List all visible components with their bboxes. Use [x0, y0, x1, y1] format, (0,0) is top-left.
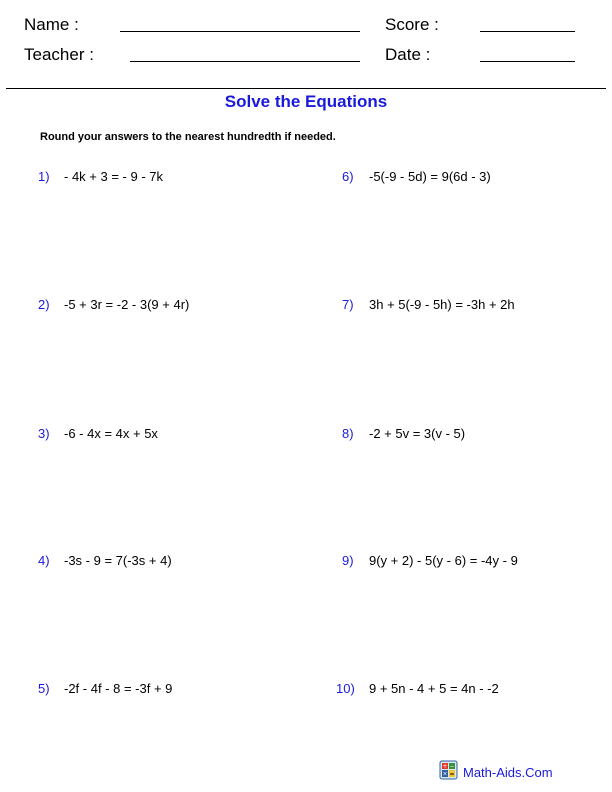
problem-2 — [38, 297, 189, 312]
date-field[interactable] — [385, 45, 430, 65]
problem-equation: 3h + 5(-9 - 5h) = -3h + 2h — [369, 297, 515, 312]
problem-number: 4) — [38, 553, 50, 568]
problem-equation: -5 + 3r = -2 - 3(9 + 4r) — [64, 297, 190, 312]
problem-number: 1) — [38, 169, 50, 184]
problem-7 — [342, 297, 515, 312]
problem-4 — [38, 553, 172, 568]
problem-number: 5) — [38, 681, 50, 696]
date-label: Date : — [385, 45, 431, 64]
problem-equation: -5(-9 - 5d) = 9(6d - 3) — [369, 169, 491, 184]
problem-8 — [342, 426, 465, 441]
footer-brand[interactable] — [439, 760, 553, 785]
worksheet-title: Solve the Equations — [224, 92, 388, 111]
problem-number: 3) — [38, 426, 50, 441]
brand-text[interactable]: Math-Aids.Com — [463, 765, 553, 780]
instructions: Round your answers to the nearest hundredth if needed. — [40, 131, 336, 143]
problem-number: 7) — [342, 297, 354, 312]
calculator-icon — [439, 760, 458, 785]
teacher-label: Teacher : — [24, 45, 94, 64]
problem-number: 9) — [342, 553, 354, 568]
header-divider — [6, 88, 606, 89]
name-label: Name : — [24, 15, 79, 34]
svg-text:+: + — [442, 763, 448, 770]
problem-equation: 9(y + 2) - 5(y - 6) = -4y - 9 — [369, 553, 518, 568]
problem-3 — [38, 426, 158, 441]
score-field[interactable] — [385, 15, 439, 35]
teacher-field[interactable] — [24, 45, 94, 65]
problem-equation: -2f - 4f - 8 = -3f + 9 — [64, 681, 173, 696]
svg-text:=: = — [449, 770, 455, 778]
problem-number: 2) — [38, 297, 50, 312]
name-field[interactable] — [24, 15, 79, 35]
problem-equation: -3s - 9 = 7(-3s + 4) — [64, 553, 172, 568]
problem-equation: -6 - 4x = 4x + 5x — [64, 426, 158, 441]
problem-equation: -2 + 5v = 3(v - 5) — [369, 426, 466, 441]
problem-1 — [38, 169, 163, 184]
problem-equation: 9 + 5n - 4 + 5 = 4n - -2 — [369, 681, 499, 696]
score-label: Score : — [385, 15, 439, 34]
problem-9 — [342, 553, 518, 568]
problem-number: 8) — [342, 426, 354, 441]
problem-10 — [336, 681, 499, 696]
problem-number: 10) — [336, 681, 355, 696]
svg-text:−: − — [449, 763, 455, 770]
problem-number: 6) — [342, 169, 354, 184]
problem-equation: - 4k + 3 = - 9 - 7k — [64, 169, 163, 184]
problem-6 — [342, 169, 491, 184]
problem-5 — [38, 681, 172, 696]
svg-text:×: × — [442, 770, 448, 778]
